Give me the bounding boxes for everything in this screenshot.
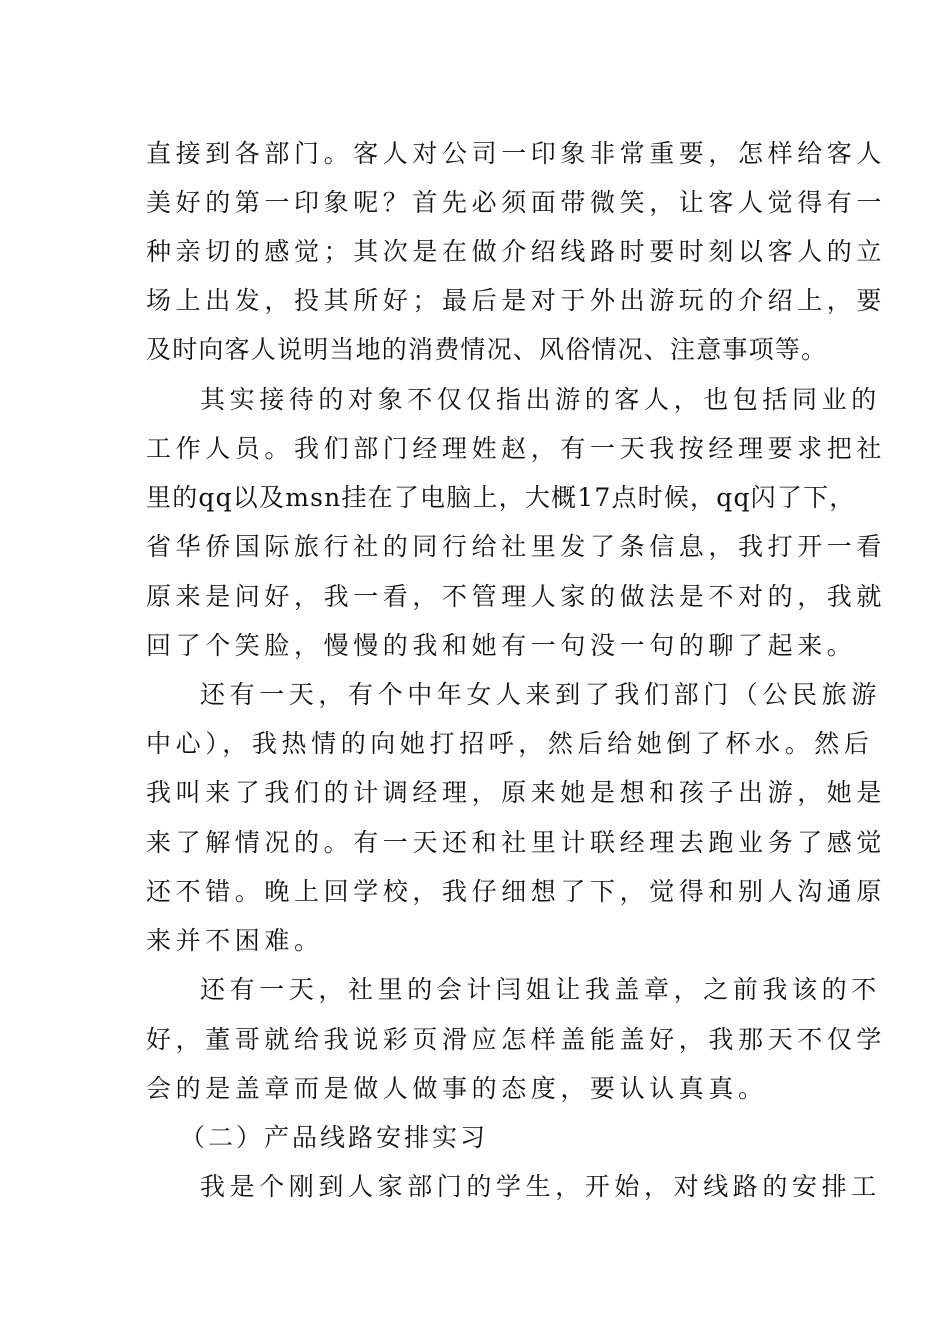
text-line: 我叫来了我们的计调经理，原来她是想和孩子出游，她是 [146,778,887,807]
paragraph-first-line: 还有一天，有个中年女人来到了我们部门（公民旅游 [200,680,881,709]
text-line: 种亲切的感觉；其次是在做介绍线路时要时刻以客人的立 [146,237,887,266]
text-line: 还不错。晚上回学校，我仔细想了下，觉得和别人沟通原 [146,877,887,906]
text-line: 回了个笑脸，慢慢的我和她有一句没一句的聊了起来。 [146,631,857,660]
text-line: 直接到各部门。客人对公司一印象非常重要，怎样给客人 [146,139,887,168]
text-line: 来了解情况的。有一天还和社里计联经理去跑业务了感觉 [146,828,887,857]
text-line: 来并不困难。 [146,926,324,955]
text-line: 会的是盖章而是做人做事的态度，要认认真真。 [146,1074,768,1103]
text-line: 省华侨国际旅行社的同行给社里发了条信息，我打开一看 [146,532,887,561]
paragraph-first-line: 其实接待的对象不仅仅指出游的客人，也包括同业的 [200,385,881,414]
paragraph-first-line: 还有一天，社里的会计闫姐让我盖章，之前我该的不 [200,975,881,1004]
text-line: 中心），我热情的向她打招呼，然后给她倒了杯水。然后 [146,729,874,758]
text-line: 美好的第一印象呢？首先必须面带微笑，让客人觉得有一 [146,188,887,217]
section-heading: （二）产品线路安排实习 [180,1123,489,1152]
text-line: 场上出发，投其所好；最后是对于外出游玩的介绍上，要 [146,286,887,315]
paragraph-first-line: 我是个刚到人家部门的学生，开始，对线路的安排工 [200,1172,881,1201]
text-line: 及时向客人说明当地的消费情况、风俗情况、注意事项等。 [146,335,828,364]
text-line: 原来是问好，我一看，不管理人家的做法是不对的，我就 [146,582,887,611]
text-line: 好，董哥就给我说彩页滑应怎样盖能盖好，我那天不仅学 [146,1025,887,1054]
text-line: 里的qq以及msn挂在了电脑上，大概17点时候，qq闪了下， [146,483,856,512]
text-line: 工作人员。我们部门经理姓赵，有一天我按经理要求把社 [146,434,887,463]
